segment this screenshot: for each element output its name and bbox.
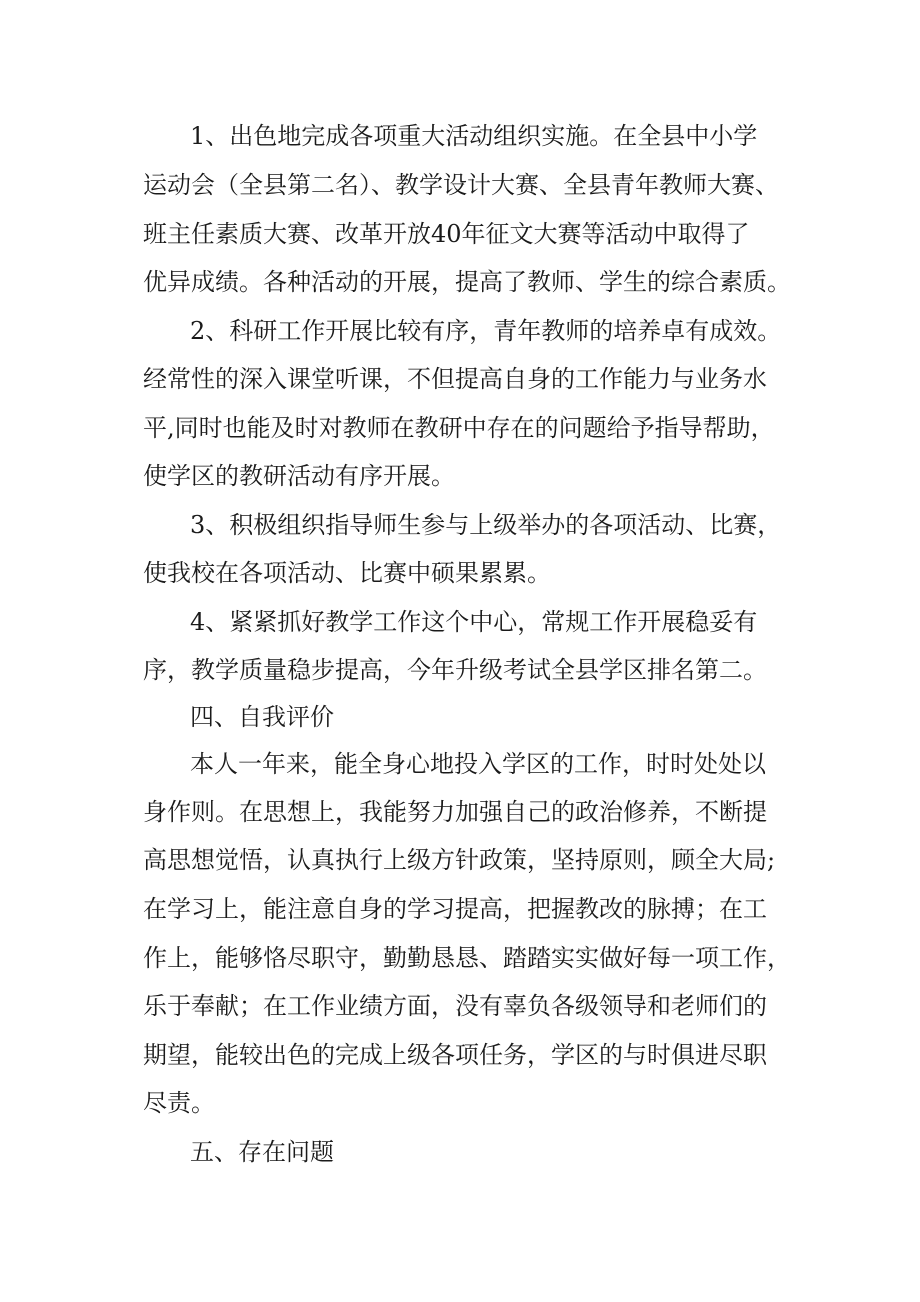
paragraph-line: 在学习上，能注意自身的学习提高，把握教改的脉搏；在工 [143, 895, 767, 923]
paragraph-line: 身作则。在思想上，我能努力加强自己的政治修养，不断提 [143, 798, 767, 826]
paragraph-line: 3、积极组织指导师生参与上级举办的各项活动、比赛， [190, 511, 782, 539]
paragraph-line: 优异成绩。各种活动的开展，提高了教师、学生的综合素质。 [143, 268, 791, 296]
paragraph-line: 尽责。 [143, 1089, 215, 1117]
paragraph-line: 班主任素质大赛、改革开放40年征文大赛等活动中取得了 [143, 220, 750, 248]
paragraph-line: 1、出色地完成各项重大活动组织实施。在全县中小学 [190, 122, 758, 150]
paragraph-line: 期望，能较出色的完成上级各项任务，学区的与时俱进尽职 [143, 1041, 767, 1069]
paragraph-line: 作上，能够恪尽职守，勤勤恳恳、踏踏实实做好每一项工作， [143, 944, 791, 972]
paragraph-line: 高思想觉悟，认真执行上级方针政策，坚持原则，顾全大局; [143, 846, 776, 874]
paragraph-line: 运动会（全县第二名）、教学设计大赛、全县青年教师大赛、 [143, 171, 779, 199]
paragraph-line: 序，教学质量稳步提高，今年升级考试全县学区排名第二。 [143, 656, 767, 684]
paragraph-line: 本人一年来，能全身心地投入学区的工作，时时处处以 [190, 750, 766, 778]
paragraph-line: 经常性的深入课堂听课，不但提高自身的工作能力与业务水 [143, 365, 767, 393]
paragraph-line: 4、紧紧抓好教学工作这个中心，常规工作开展稳妥有 [190, 608, 758, 636]
paragraph-line: 2、科研工作开展比较有序，青年教师的培养卓有成效。 [190, 317, 782, 345]
paragraph-line: 乐于奉献；在工作业绩方面，没有辜负各级领导和老师们的 [143, 992, 767, 1020]
paragraph-line: 使学区的教研活动有序开展。 [143, 462, 455, 490]
section-heading: 五、存在问题 [190, 1138, 334, 1166]
paragraph-line: 使我校在各项活动、比赛中硕果累累。 [143, 559, 551, 587]
paragraph-line: 平,同时也能及时对教师在教研中存在的问题给予指导帮助， [143, 414, 775, 442]
section-heading: 四、自我评价 [190, 703, 334, 731]
